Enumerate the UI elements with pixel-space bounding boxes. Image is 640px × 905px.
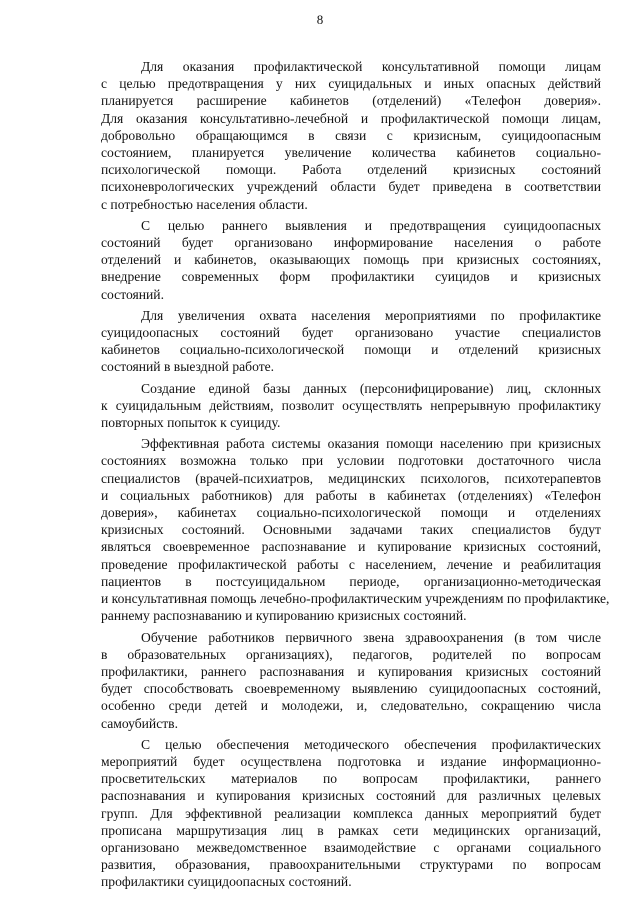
- text-line: Обучение работников первичного звена здравоохранения (в том числе: [141, 629, 601, 645]
- text-line: просветительских материалов по вопросам профилактики, раннего: [101, 771, 601, 787]
- text-line: Для оказания профилактической консультативной помощи лицам: [141, 59, 601, 74]
- text-line: раннему распознаванию и купированию кризисных состояний.: [101, 608, 467, 624]
- document-body: [101, 58, 610, 893]
- text-line: С целью раннего выявления и предотвращения суицидоопасных: [141, 217, 601, 233]
- text-line: психологической помощи. Работа отделений кризисных состояний: [101, 162, 601, 178]
- text-line: распознавания и купирования кризисных состояний для различных целевых: [101, 788, 601, 804]
- paragraph: [101, 629, 601, 732]
- text-line: самоубийств.: [101, 715, 178, 731]
- paragraph: [101, 736, 601, 891]
- text-line: повторных попыток к суициду.: [101, 415, 281, 431]
- text-line: развития, образования, правоохранительными структурами по вопросам: [101, 857, 601, 873]
- text-line: прописана маршрутизация лиц в рамках сети медицинских организаций,: [101, 822, 601, 838]
- paragraph: [101, 217, 601, 303]
- text-line: Эффективная работа системы оказания помощи населению при кризисных: [141, 436, 601, 452]
- text-line: специалистов (врачей-психиатров, медицинских психологов, психотерапевтов: [101, 470, 601, 486]
- text-line: профилактики, раннего распознавания и купирования кризисных состояний: [101, 663, 601, 679]
- text-line: мероприятий будет осуществлена подготовка и издание информационно-: [101, 753, 601, 769]
- text-line: групп. Для эффективной реализации комплекса данных мероприятий будет: [101, 805, 601, 821]
- text-line: пациентов в постсуицидальном периоде, организационно-методическая: [101, 573, 601, 589]
- text-line: состояний будет организовано информирование населения о работе: [101, 235, 601, 251]
- text-line: проведение профилактической работы с населением, лечение и реабилитация: [101, 556, 601, 572]
- paragraph: [101, 307, 601, 376]
- page-number: 8: [316, 12, 324, 27]
- text-line: добровольно обращающимся в связи с кризисным, суицидоопасным: [101, 127, 601, 143]
- text-line: будет способствовать своевременному выявлению суицидоопасных состояний,: [101, 681, 601, 697]
- text-line: доверия», кабинетах социально-психологической помощи и отделениях: [101, 505, 601, 521]
- text-line: и социальных работников) для работы в кабинетах (отделениях) «Телефон: [101, 487, 601, 503]
- text-line: организовано межведомственное взаимодействие с органами социального: [101, 839, 601, 855]
- text-line: в образовательных организациях), педагогов, родителей по вопросам: [101, 646, 601, 662]
- text-line: С целью обеспечения методического обеспечения профилактических: [141, 736, 601, 752]
- text-line: состояний в выездной работе.: [101, 359, 275, 375]
- text-line: являться своевременное распознавание и купирование кризисных состояний,: [101, 539, 601, 555]
- paragraph: [101, 58, 601, 213]
- text-line: состоянием, планируется увеличение количества кабинетов социально-: [101, 145, 601, 161]
- text-line: отделений и кабинетов, оказывающих помощь при кризисных состояниях,: [101, 252, 601, 268]
- text-line: психоневрологических учреждений области будет приведена в соответствии: [101, 179, 601, 195]
- text-line: планируется расширение кабинетов (отделений) «Телефон доверия».: [101, 93, 601, 109]
- text-line: суицидоопасных состояний будет организовано участие специалистов: [101, 325, 601, 341]
- text-line: состояниях возможна только при условии подготовки достаточного числа: [101, 453, 601, 469]
- text-line: внедрение современных форм профилактики суицидов и кризисных: [101, 269, 601, 285]
- paragraph: [101, 435, 610, 624]
- text-line: кризисных состояний. Основными задачами таких специалистов будут: [101, 522, 601, 538]
- text-line: Для увеличения охвата населения мероприятиями по профилактике: [141, 307, 601, 323]
- text-line: к суицидальным действиям, позволит осуществлять непрерывную профилактику: [101, 397, 601, 413]
- text-line: с потребностью населения области.: [101, 196, 308, 212]
- text-line: особенно среди детей и молодежи, и, следовательно, сокращению числа: [101, 698, 601, 714]
- text-line: с целью предотвращения у них суицидальных и иных опасных действий: [101, 76, 601, 92]
- text-line: профилактики суицидоопасных состояний.: [101, 874, 352, 890]
- paragraph: [101, 380, 601, 432]
- text-line: и консультативная помощь лечебно-профилактическим учреждениям по профилактике,: [101, 591, 610, 607]
- text-line: состояний.: [101, 286, 164, 302]
- text-line: Для оказания консультативно-лечебной и профилактической помощи лицам,: [101, 110, 601, 126]
- text-line: Создание единой базы данных (персонифицирование) лиц, склонных: [141, 380, 601, 396]
- text-line: кабинетов социально-психологической помощи и отделений кризисных: [101, 342, 601, 358]
